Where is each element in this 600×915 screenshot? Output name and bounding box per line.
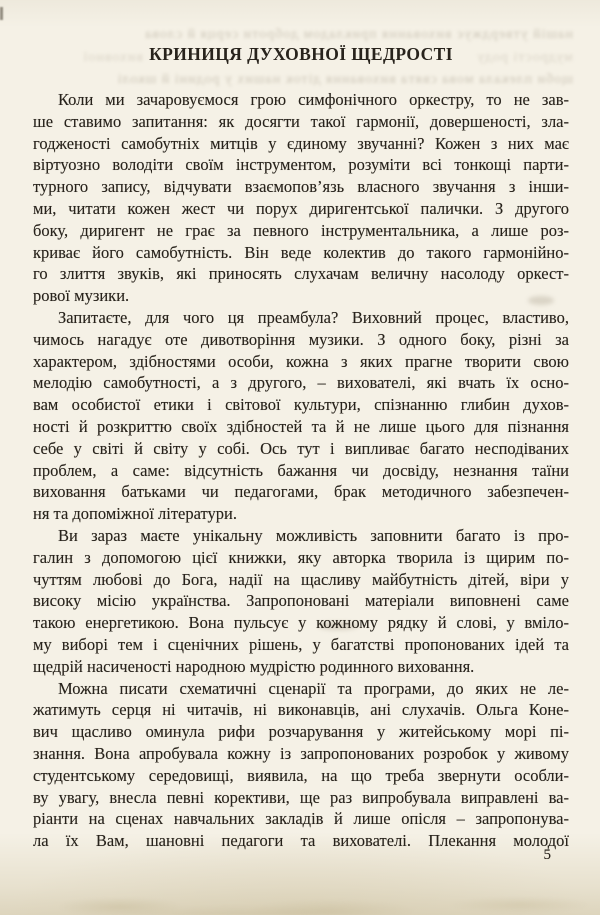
- text-line: Ви зараз маєте унікальну можливість заповнити багато із про-: [58, 525, 569, 545]
- bleedthrough-line: нашій утверджує виховання прикладом доброти серця й слова: [144, 27, 573, 42]
- bleedthrough-line: виховної: [82, 50, 143, 65]
- text-line: му виборі тем і сценічних рішень, у багатстві пропонованих ідей та: [33, 634, 569, 654]
- text-line: ріанти на сценах навчальних закладів й лише опісля – запропонува-: [33, 809, 569, 829]
- bleedthrough-line: щоби плекала мова свята виховання діток наших у родині й школі: [116, 72, 573, 87]
- text-line: галин з допомогою цієї книжки, яку авторка творила із щирим по-: [33, 547, 569, 567]
- text-line: ла їх Вам, шановні педагоги та вихователі. Плекання молодої: [33, 831, 569, 851]
- text-line: чуттям любові до Бога, надії на щасливу майбутність дітей, віри у: [33, 569, 569, 589]
- page-content: [33, 0, 569, 852]
- text-line: Можна писати схематичні сценарії та програми, до яких не ле-: [58, 678, 569, 698]
- text-line: проблем, а саме: відсутність бажання чи досвіду, незнання таїни: [33, 460, 569, 480]
- text-line: вич щасливо оминула рифи розчарування у житейському морі пі-: [33, 722, 569, 742]
- text-line: віртуозно володіти своїм інструментом, розуміти всі тонкощі парти-: [33, 155, 569, 175]
- text-line: го злиття звуків, які приносять слухачам величну насолоду оркест-: [33, 264, 569, 284]
- text-line: рової музики.: [33, 286, 130, 306]
- text-line: Запитаєте, для чого ця преамбула? Виховний процес, властиво,: [58, 307, 569, 327]
- text-line: ше ставимо запитання: як досягти такої гармонії, довершеності, зла-: [33, 111, 569, 131]
- text-line: студентському середовищі, виявила, на що треба звернути особли-: [33, 765, 569, 785]
- text-line: годженості самобутніх митців у єдиному звучанні? Кожен з них має: [33, 133, 569, 153]
- text-line: характером, здібностями особи, кожна з яких прагне творити свою: [33, 351, 569, 371]
- page-body: [33, 89, 569, 852]
- text-line: боку, диригент не грає за певного інструментальника, а лише роз-: [33, 220, 569, 240]
- bleedthrough-line: мудрості роду: [476, 50, 573, 65]
- text-line: виховання батьками чи педагогами, брак методичного забезпечен-: [33, 482, 569, 502]
- text-line: ня та допоміжної літератури.: [33, 504, 237, 524]
- text-line: ми, читати кожен жест чи порух диригентської палички. З другого: [33, 198, 569, 218]
- text-line: ності й розкриттю своїх здібностей та й не лише цього для пізнання: [33, 416, 569, 436]
- text-line: чимось нагадує оте дивотворіння музики. З одного боку, різні за: [33, 329, 569, 349]
- text-line: турного запису, відчувати взаємопов’язь власного звучання з інши-: [33, 177, 569, 197]
- text-line: високу місію українства. Запропоновані матеріали виповнені саме: [33, 591, 569, 611]
- text-line: знання. Вона апробувала кожну із запропонованих розробок у живому: [33, 743, 569, 763]
- scan-edge-artifact: [0, 7, 3, 20]
- text-line: жатимуть серця ні читачів, ні виконавців, ані слухачів. Ольга Коне-: [33, 700, 569, 720]
- text-line: Коли ми зачаровуємося грою симфонічного оркестру, то не зав-: [58, 90, 569, 109]
- paper-texture: [0, 867, 600, 915]
- text-line: вам особистої етики і світової культури, спізнанню глибин духов-: [33, 395, 569, 415]
- text-line: щедрій насиченості народною мудрістю родинного виховання.: [33, 656, 475, 676]
- chapter-title: КРИНИЦЯ ДУХОВНОЇ ЩЕДРОСТІ: [149, 44, 453, 64]
- text-line: себе у світі й світу у собі. Ось тут і випливає багато несподіваних: [33, 438, 569, 458]
- text-line: такою енергетикою. Вона пульсує у кожному рядку й слові, у вміло-: [33, 613, 569, 633]
- page-number: 5: [543, 847, 551, 863]
- text-line: мелодію самобутності, а з другого, – вихователі, які вчать їх осно-: [33, 373, 569, 393]
- text-line: криває його самобутність. Він веде колектив до такого гармонійно-: [33, 242, 569, 262]
- text-line: ву увагу, внесла певні корективи, ще раз випробувала виправлені ва-: [33, 787, 569, 807]
